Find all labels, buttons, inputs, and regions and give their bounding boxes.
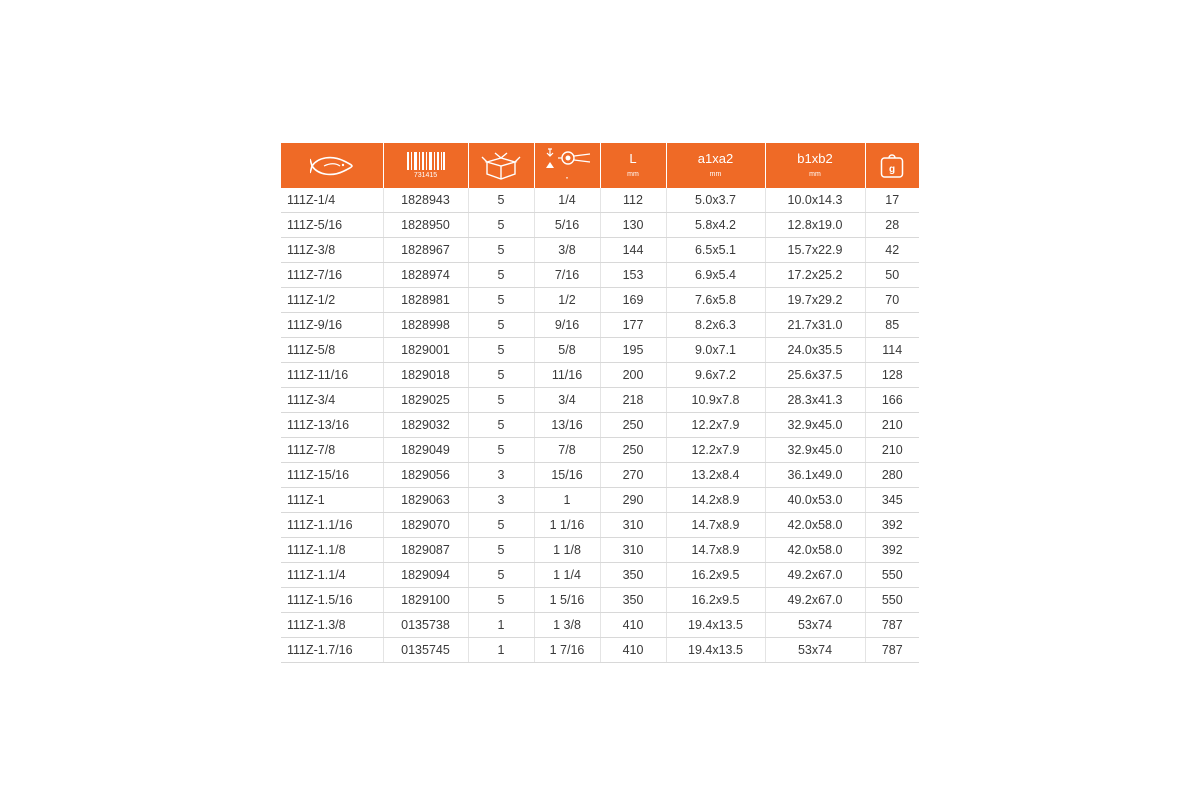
- cell-size: 11/16: [534, 363, 600, 388]
- cell-ean-code: 1829025: [383, 388, 468, 413]
- table-row: [281, 238, 919, 263]
- cell-article-number: 111Z-7/16: [281, 263, 383, 288]
- cell-ean-code: 1828950: [383, 213, 468, 238]
- length-label: L: [629, 151, 637, 166]
- cell-article-number: 111Z-1.5/16: [281, 588, 383, 613]
- table-row: [281, 463, 919, 488]
- cell-length: 195: [600, 338, 666, 363]
- cell-size: 15/16: [534, 463, 600, 488]
- cell-article-number: 111Z-3/4: [281, 388, 383, 413]
- cell-article-number: 111Z-5/16: [281, 213, 383, 238]
- cell-size: 1: [534, 488, 600, 513]
- table-row: [281, 288, 919, 313]
- table-row: [281, 638, 919, 663]
- cell-weight: 550: [865, 588, 919, 613]
- cell-b-dimensions: 49.2x67.0: [765, 563, 865, 588]
- table-row: [281, 188, 919, 213]
- cell-b-dimensions: 49.2x67.0: [765, 588, 865, 613]
- box-quantity-icon: [481, 152, 521, 180]
- cell-weight: 392: [865, 538, 919, 563]
- table-row: [281, 488, 919, 513]
- cell-size: 1 5/16: [534, 588, 600, 613]
- cell-pack-quantity: 5: [468, 188, 534, 213]
- fish-logo-icon: [310, 155, 354, 177]
- cell-size: 5/16: [534, 213, 600, 238]
- cell-pack-quantity: 5: [468, 213, 534, 238]
- cell-weight: 550: [865, 563, 919, 588]
- table-row: [281, 388, 919, 413]
- cell-article-number: 111Z-1.3/8: [281, 613, 383, 638]
- cell-pack-quantity: 5: [468, 263, 534, 288]
- cell-b-dimensions: 32.9x45.0: [765, 438, 865, 463]
- cell-article-number: 111Z-3/8: [281, 238, 383, 263]
- cell-a-dimensions: 6.5x5.1: [666, 238, 765, 263]
- cell-ean-code: 1828981: [383, 288, 468, 313]
- cell-ean-code: 1829094: [383, 563, 468, 588]
- table-row: [281, 613, 919, 638]
- cell-size: 1/2: [534, 288, 600, 313]
- cell-length: 177: [600, 313, 666, 338]
- b-dims-unit: mm: [809, 171, 821, 178]
- cell-length: 169: [600, 288, 666, 313]
- a-dims-unit: mm: [709, 171, 722, 178]
- cell-weight: 28: [865, 213, 919, 238]
- cell-b-dimensions: 36.1x49.0: [765, 463, 865, 488]
- cell-pack-quantity: 5: [468, 338, 534, 363]
- cell-a-dimensions: 14.7x8.9: [666, 513, 765, 538]
- cell-size: 5/8: [534, 338, 600, 363]
- cell-a-dimensions: 16.2x9.5: [666, 588, 765, 613]
- cell-weight: 42: [865, 238, 919, 263]
- cell-length: 350: [600, 588, 666, 613]
- cell-pack-quantity: 5: [468, 513, 534, 538]
- cell-a-dimensions: 10.9x7.8: [666, 388, 765, 413]
- cell-b-dimensions: 21.7x31.0: [765, 313, 865, 338]
- cell-pack-quantity: 5: [468, 413, 534, 438]
- table-row: [281, 338, 919, 363]
- cell-ean-code: 1829032: [383, 413, 468, 438]
- cell-size: 1 3/8: [534, 613, 600, 638]
- cell-pack-quantity: 5: [468, 288, 534, 313]
- table-row: [281, 513, 919, 538]
- cell-b-dimensions: 17.2x25.2: [765, 263, 865, 288]
- cell-length: 290: [600, 488, 666, 513]
- cell-a-dimensions: 5.8x4.2: [666, 213, 765, 238]
- header-barcode: [383, 143, 468, 188]
- cell-length: 310: [600, 513, 666, 538]
- cell-b-dimensions: 42.0x58.0: [765, 538, 865, 563]
- cell-pack-quantity: 5: [468, 363, 534, 388]
- cell-weight: 787: [865, 613, 919, 638]
- cell-length: 218: [600, 388, 666, 413]
- cell-b-dimensions: 15.7x22.9: [765, 238, 865, 263]
- cell-a-dimensions: 9.6x7.2: [666, 363, 765, 388]
- barcode-icon: [407, 152, 445, 170]
- cell-a-dimensions: 12.2x7.9: [666, 413, 765, 438]
- cell-ean-code: 1829018: [383, 363, 468, 388]
- cell-size: 1 1/16: [534, 513, 600, 538]
- b-dims-label: b1xb2: [797, 151, 833, 166]
- cell-weight: 166: [865, 388, 919, 413]
- cell-weight: 70: [865, 288, 919, 313]
- cell-b-dimensions: 53x74: [765, 638, 865, 663]
- weight-icon: [880, 153, 904, 179]
- header-a-dims: [666, 143, 765, 188]
- barcode-number: 731415: [413, 171, 438, 179]
- header-article: [281, 143, 383, 188]
- cell-article-number: 111Z-15/16: [281, 463, 383, 488]
- cell-ean-code: 1828943: [383, 188, 468, 213]
- cell-weight: 345: [865, 488, 919, 513]
- cell-size: 1 1/4: [534, 563, 600, 588]
- cell-b-dimensions: 25.6x37.5: [765, 363, 865, 388]
- cell-article-number: 111Z-1.1/8: [281, 538, 383, 563]
- cell-a-dimensions: 6.9x5.4: [666, 263, 765, 288]
- cell-size: 3/4: [534, 388, 600, 413]
- cell-weight: 210: [865, 438, 919, 463]
- table-row: [281, 588, 919, 613]
- cell-pack-quantity: 3: [468, 463, 534, 488]
- table-row: [281, 213, 919, 238]
- cell-b-dimensions: 28.3x41.3: [765, 388, 865, 413]
- cell-a-dimensions: 14.7x8.9: [666, 538, 765, 563]
- cell-length: 410: [600, 638, 666, 663]
- cell-article-number: 111Z-7/8: [281, 438, 383, 463]
- spec-table: [281, 143, 919, 663]
- cell-weight: 210: [865, 413, 919, 438]
- cell-b-dimensions: 10.0x14.3: [765, 188, 865, 213]
- cell-pack-quantity: 5: [468, 313, 534, 338]
- cell-a-dimensions: 9.0x7.1: [666, 338, 765, 363]
- cell-size: 1 7/16: [534, 638, 600, 663]
- cell-pack-quantity: 5: [468, 438, 534, 463]
- cell-pack-quantity: 5: [468, 388, 534, 413]
- cell-a-dimensions: 19.4x13.5: [666, 638, 765, 663]
- spec-table-container: [281, 143, 919, 663]
- cell-weight: 280: [865, 463, 919, 488]
- cell-length: 310: [600, 538, 666, 563]
- cell-weight: 17: [865, 188, 919, 213]
- cell-size: 7/8: [534, 438, 600, 463]
- cell-a-dimensions: 8.2x6.3: [666, 313, 765, 338]
- cell-ean-code: 0135745: [383, 638, 468, 663]
- table-body: [281, 188, 919, 663]
- cell-article-number: 111Z-1: [281, 488, 383, 513]
- cell-a-dimensions: 16.2x9.5: [666, 563, 765, 588]
- cell-size: 1/4: [534, 188, 600, 213]
- cell-ean-code: 1829100: [383, 588, 468, 613]
- cell-article-number: 111Z-5/8: [281, 338, 383, 363]
- cell-article-number: 111Z-1.7/16: [281, 638, 383, 663]
- table-row: [281, 563, 919, 588]
- cell-ean-code: 1829056: [383, 463, 468, 488]
- cell-pack-quantity: 5: [468, 538, 534, 563]
- cell-pack-quantity: 1: [468, 613, 534, 638]
- cell-length: 350: [600, 563, 666, 588]
- cell-length: 112: [600, 188, 666, 213]
- a-dims-label: a1xa2: [697, 151, 734, 166]
- weight-label: g: [889, 163, 896, 175]
- cell-ean-code: 0135738: [383, 613, 468, 638]
- cell-ean-code: 1829001: [383, 338, 468, 363]
- cell-article-number: 111Z-1/2: [281, 288, 383, 313]
- table-row: [281, 438, 919, 463]
- cell-size: 3/8: [534, 238, 600, 263]
- cell-article-number: 111Z-13/16: [281, 413, 383, 438]
- header-weight: [865, 143, 919, 188]
- cell-length: 410: [600, 613, 666, 638]
- cell-weight: 114: [865, 338, 919, 363]
- cell-length: 153: [600, 263, 666, 288]
- cell-weight: 85: [865, 313, 919, 338]
- cell-pack-quantity: 1: [468, 638, 534, 663]
- cell-length: 200: [600, 363, 666, 388]
- cell-a-dimensions: 12.2x7.9: [666, 438, 765, 463]
- cell-size: 7/16: [534, 263, 600, 288]
- cell-pack-quantity: 5: [468, 588, 534, 613]
- cell-length: 130: [600, 213, 666, 238]
- cell-pack-quantity: 5: [468, 238, 534, 263]
- cell-weight: 50: [865, 263, 919, 288]
- table-header-row: [281, 143, 919, 188]
- cell-ean-code: 1829063: [383, 488, 468, 513]
- cell-b-dimensions: 19.7x29.2: [765, 288, 865, 313]
- cell-b-dimensions: 40.0x53.0: [765, 488, 865, 513]
- cell-length: 144: [600, 238, 666, 263]
- length-unit: mm: [627, 171, 639, 178]
- header-b-dims: [765, 143, 865, 188]
- cell-article-number: 111Z-1.1/16: [281, 513, 383, 538]
- cell-article-number: 111Z-1/4: [281, 188, 383, 213]
- cell-b-dimensions: 53x74: [765, 613, 865, 638]
- table-row: [281, 538, 919, 563]
- cell-b-dimensions: 12.8x19.0: [765, 213, 865, 238]
- cell-ean-code: 1829087: [383, 538, 468, 563]
- cell-ean-code: 1829070: [383, 513, 468, 538]
- cell-a-dimensions: 19.4x13.5: [666, 613, 765, 638]
- header-length: [600, 143, 666, 188]
- cell-b-dimensions: 24.0x35.5: [765, 338, 865, 363]
- table-row: [281, 363, 919, 388]
- cell-weight: 392: [865, 513, 919, 538]
- cell-weight: 787: [865, 638, 919, 663]
- cell-size: 13/16: [534, 413, 600, 438]
- cell-size: 1 1/8: [534, 538, 600, 563]
- cell-ean-code: 1828974: [383, 263, 468, 288]
- table-row: [281, 313, 919, 338]
- cell-pack-quantity: 3: [468, 488, 534, 513]
- cell-b-dimensions: 42.0x58.0: [765, 513, 865, 538]
- cell-ean-code: 1828967: [383, 238, 468, 263]
- header-ratchet-size: [534, 143, 600, 188]
- cell-b-dimensions: 32.9x45.0: [765, 413, 865, 438]
- cell-a-dimensions: 14.2x8.9: [666, 488, 765, 513]
- ratchet-unit: ": [565, 177, 569, 184]
- cell-article-number: 111Z-1.1/4: [281, 563, 383, 588]
- cell-weight: 128: [865, 363, 919, 388]
- cell-ean-code: 1828998: [383, 313, 468, 338]
- cell-length: 250: [600, 438, 666, 463]
- table-row: [281, 263, 919, 288]
- cell-a-dimensions: 5.0x3.7: [666, 188, 765, 213]
- ratchet-size-icon: [542, 146, 592, 176]
- header-quantity: [468, 143, 534, 188]
- cell-length: 250: [600, 413, 666, 438]
- cell-ean-code: 1829049: [383, 438, 468, 463]
- cell-pack-quantity: 5: [468, 563, 534, 588]
- cell-a-dimensions: 13.2x8.4: [666, 463, 765, 488]
- cell-article-number: 111Z-11/16: [281, 363, 383, 388]
- cell-size: 9/16: [534, 313, 600, 338]
- cell-article-number: 111Z-9/16: [281, 313, 383, 338]
- table-row: [281, 413, 919, 438]
- cell-a-dimensions: 7.6x5.8: [666, 288, 765, 313]
- cell-length: 270: [600, 463, 666, 488]
